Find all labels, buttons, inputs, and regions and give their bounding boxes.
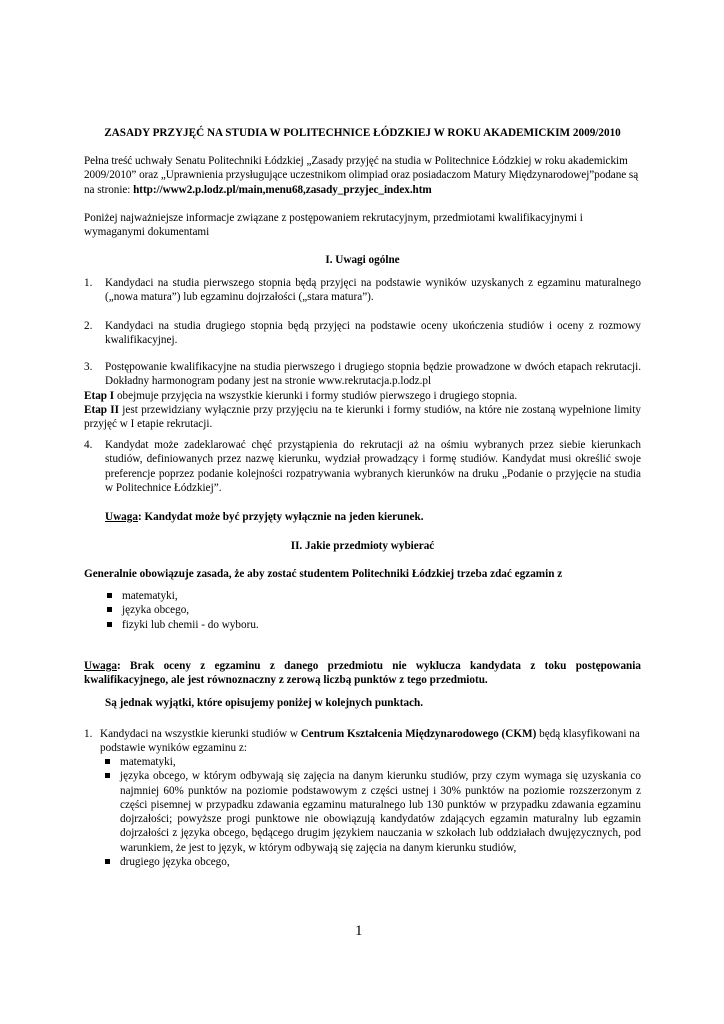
item-number: 1. [84, 728, 93, 740]
section-1-heading: I. Uwagi ogólne [325, 254, 400, 266]
item-text: Kandydaci na studia drugiego stopnia będą przyjęci na podstawie oceny ukończenia studiów i oceny z rozmowy kwalifikacyjnej. [105, 320, 641, 347]
subject-item: fizyki lub chemii - do wyboru. [105, 618, 505, 632]
subject-item: matematyki, [105, 589, 505, 603]
uwaga-label: Uwaga [84, 660, 117, 672]
etap-2-paragraph [84, 403, 641, 432]
ckm-subject-item: drugiego języka obcego, [103, 855, 641, 869]
item-number: 4. [84, 439, 93, 451]
uwaga-note-2 [84, 659, 641, 688]
subject-item: języka obcego, [105, 603, 505, 617]
section-2-heading: II. Jakie przedmioty wybierać [290, 540, 435, 552]
intro-paragraph [84, 154, 641, 197]
general-item-1 [84, 276, 641, 305]
uwaga-text: : Kandydat może być przyjęty wyłącznie na jeden kierunek. [137, 511, 424, 523]
ckm-subject-item: języka obcego, w którym odbywają się zajęcia na danym kierunku studiów, przy czym wymaga się uzyskania co najmniej 60% punktów na poziomie podstawowym z części ustnej i 30% punktów na poziomie rozszerzonym z części pisemnej w przypadku zdawania egzaminu maturalnego lub 130 punktów w przypadku zdawania egzaminu dojrzałości; powyższe progi punktowe nie obowiązują kandydatów zdających egzamin maturalny lub egzamin dojrzałości z języka obcego, będącego drugim językiem nauczania w szkołach lub oddziałach dwujęzycznych, pod warunkiem, że jest to język, w którym odbywają się zajęcia na danym kierunku studiów, [103, 769, 641, 855]
item-text: Kandydat może zadeklarować chęć przystąpienia do rekrutacji aż na ośmiu wybranych przez siebie kierunkach studiów, definiowanych przez nazwę kierunku, wydział prowadzący i formę studiów. Kandydat musi określić swoje preferencje poprzez podanie kolejności rozpatrywania wybranych kierunków na druku „Podanie o przyjęcie na studia w Politechnice Łódzkiej”. [105, 439, 641, 494]
info-paragraph: Poniżej najważniejsze informacje związane z postępowaniem rekrutacyjnym, przedmiotami kwalifikacyjnymi i wymaganymi dokumentami [84, 212, 583, 239]
intro-text: Pełna treść uchwały Senatu Politechniki Łódzkiej „Zasady przyjęć na studia w Politechnice Łódzkiej w roku akademickim 2009/2010” oraz „Uprawnienia przysługujące uczestnikom olimpiad oraz posiadaczom Matury Międzynarodowej”podane są na stronie: [84, 155, 639, 196]
general-item-2 [84, 319, 641, 348]
item-number: 1. [84, 277, 93, 289]
etap-1-label: Etap I [84, 390, 115, 402]
exceptions-paragraph: Są jednak wyjątki, które opisujemy poniżej w kolejnych punktach. [105, 697, 424, 709]
general-item-4 [84, 438, 641, 495]
item-text: Kandydaci na studia pierwszego stopnia będą przyjęci na podstawie wyników uzyskanych z egzaminu maturalnego („nowa matura”) lub egzaminu dojrzałości („stara matura”). [105, 277, 641, 304]
subjects-list [105, 589, 505, 632]
item-number: 3. [84, 361, 93, 373]
ckm-bold: Centrum Kształcenia Międzynarodowego (CKM) [300, 728, 537, 740]
etap-2-text: jest przewidziany wyłącznie przy przyjęciu na te kierunki i formy studiów, na które nie zostaną wypełnione limity przyjęć w I etapie rekrutacji. [84, 404, 641, 431]
intro-link[interactable]: http://www2.p.lodz.pl/main,menu68,zasady_przyjec_index.htm [133, 183, 432, 196]
ckm-pre: Kandydaci na wszystkie kierunki studiów w [100, 728, 301, 740]
general-item-3 [84, 360, 641, 389]
item-text: Postępowanie kwalifikacyjne na studia pierwszego i drugiego stopnia będzie prowadzone w dwóch etapach rekrutacji. Dokładny harmonogram podany jest na stronie www.rekrutacja.p.lodz.pl [105, 361, 641, 388]
etap-1-text: obejmuje przyjęcia na wszystkie kierunki i formy studiów pierwszego i drugiego stopnia. [114, 390, 518, 402]
etap-2-label: Etap II [84, 404, 119, 416]
page-number: 1 [355, 923, 363, 939]
uwaga-label: Uwaga [105, 511, 138, 523]
section-2-lead: Generalnie obowiązuje zasada, że aby zostać studentem Politechniki Łódzkiej trzeba zdać egzamin z [84, 568, 563, 580]
ckm-subject-item: matematyki, [103, 755, 641, 769]
uwaga-note-1 [105, 510, 641, 524]
ckm-subjects-list [103, 755, 641, 869]
uwaga-text: : Brak oceny z egzaminu z danego przedmiotu nie wyklucza kandydata z toku postępowania kwalifikacyjnego, ale jest równoznaczny z zerową liczbą punktów z tego przedmiotu. [84, 660, 641, 687]
ckm-item [84, 727, 641, 756]
ckm-post: będą klasyfikowani na podstawie wyników egzaminu z: [100, 728, 640, 755]
etap-1-paragraph [84, 389, 641, 403]
item-number: 2. [84, 320, 93, 332]
ckm-text [100, 727, 641, 756]
document-title: ZASADY PRZYJĘĆ NA STUDIA W POLITECHNICE ŁÓDZKIEJ W ROKU AKADEMICKIM 2009/2010 [104, 127, 621, 139]
